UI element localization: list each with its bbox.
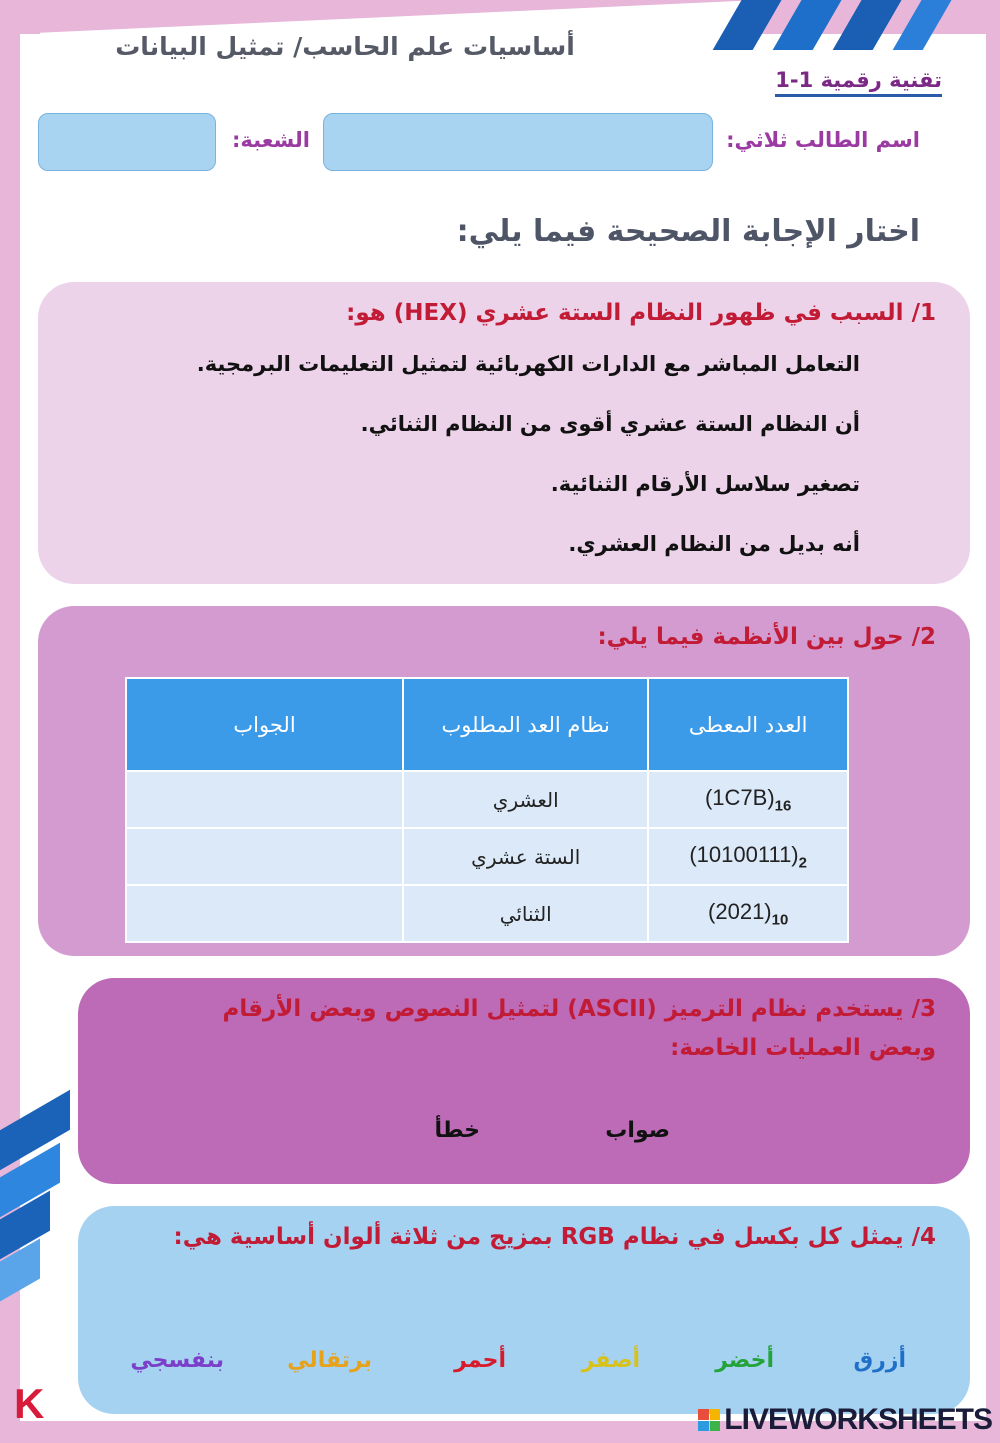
true-option[interactable]: صواب — [605, 1118, 670, 1143]
student-name-label: اسم الطالب ثلاثي: — [726, 128, 920, 152]
given-number: $(10100111)_2$ — [648, 828, 848, 885]
question-4-panel — [78, 1206, 970, 1414]
table-row — [126, 828, 848, 885]
color-option-blue[interactable]: أزرق — [853, 1348, 906, 1373]
target-system: الثنائي — [403, 885, 648, 942]
student-name-input[interactable] — [323, 113, 713, 171]
question-1-panel — [38, 282, 970, 584]
k-logo-icon: K — [14, 1380, 45, 1427]
answer-cell[interactable] — [126, 771, 403, 828]
question-4-title: 4/ يمثل كل بكسل في نظام RGB بمزيج من ثلاثة ألوان أساسية هي: — [173, 1224, 936, 1250]
section-label: الشعبة: — [231, 128, 310, 152]
given-number: $(1C7B)_{16}$ — [648, 771, 848, 828]
question-1-option[interactable]: التعامل المباشر مع الدارات الكهربائية لتمثيل التعليمات البرمجية. — [196, 352, 860, 376]
question-1-option[interactable]: أن النظام الستة عشري أقوى من النظام الثنائي. — [360, 412, 860, 436]
answer-cell[interactable] — [126, 828, 403, 885]
liveworksheets-watermark: LIVEWORKSHEETS — [724, 1403, 992, 1436]
false-option[interactable]: خطأ — [434, 1118, 480, 1143]
target-system: الستة عشري — [403, 828, 648, 885]
section-input[interactable] — [38, 113, 216, 171]
answer-cell[interactable] — [126, 885, 403, 942]
column-header-given: العدد المعطى — [648, 678, 848, 771]
liveworksheets-logo — [698, 1403, 992, 1437]
column-header-system: نظام العد المطلوب — [403, 678, 648, 771]
color-option-purple[interactable]: بنفسجي — [130, 1348, 224, 1373]
page-title: أساسيات علم الحاسب/ تمثيل البيانات — [115, 32, 575, 61]
question-1-option[interactable]: تصغير سلاسل الأرقام الثنائية. — [550, 472, 860, 496]
table-row — [126, 771, 848, 828]
given-number: $(2021)_{10}$ — [648, 885, 848, 942]
target-system: العشري — [403, 771, 648, 828]
question-3-panel — [78, 978, 970, 1184]
color-option-yellow[interactable]: أصفر — [581, 1348, 640, 1373]
question-2-panel — [38, 606, 970, 956]
color-option-red[interactable]: أحمر — [454, 1348, 506, 1373]
question-3-title: 3/ يستخدم نظام الترميز (ASCII) لتمثيل النصوص وبعض الأرقام وبعض العمليات الخاصة: — [222, 996, 936, 1062]
table-row — [126, 885, 848, 942]
question-1-title: 1/ السبب في ظهور النظام الستة عشري (HEX) هو: — [346, 300, 936, 326]
unit-label: تقنية رقمية 1-1 — [775, 68, 942, 97]
color-option-orange[interactable]: برتقالي — [287, 1348, 372, 1373]
question-2-title: 2/ حول بين الأنظمة فيما يلي: — [597, 624, 936, 650]
right-border — [986, 0, 1000, 1443]
question-1-option[interactable]: أنه بديل من النظام العشري. — [568, 532, 860, 556]
color-option-green[interactable]: أخضر — [715, 1348, 774, 1373]
column-header-answer: الجواب — [126, 678, 403, 771]
instruction-heading: اختار الإجابة الصحيحة فيما يلي: — [456, 214, 920, 249]
liveworksheets-icon — [698, 1409, 720, 1431]
conversion-table — [125, 677, 849, 943]
